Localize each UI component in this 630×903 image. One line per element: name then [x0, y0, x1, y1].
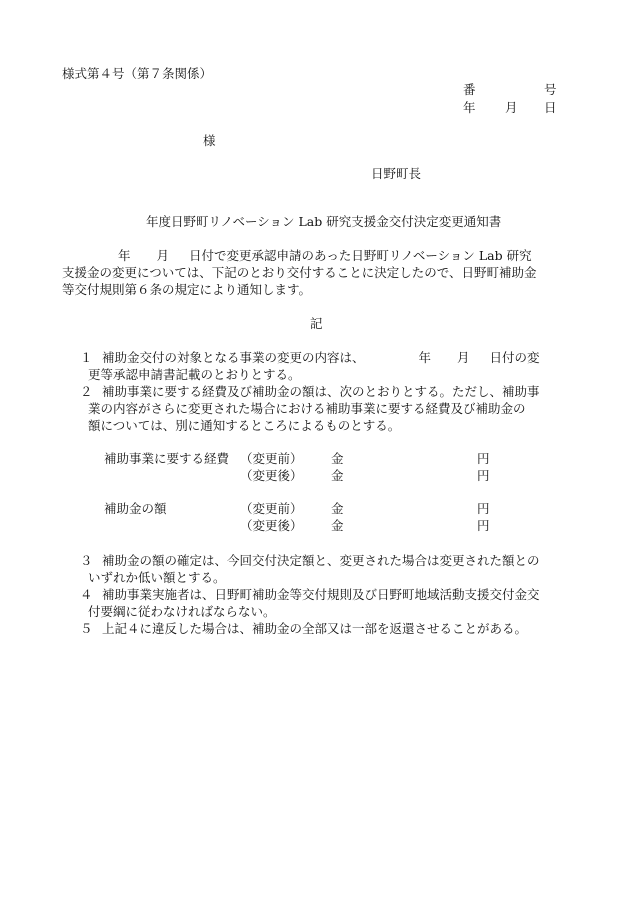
item-number: ２: [80, 384, 93, 399]
intro-line-2: 支援金の変更については、下記のとおり交付することに決定したので、日野町補助金: [62, 265, 537, 280]
item-text: 額については、別に通知するところによるものとする。: [88, 418, 401, 433]
grant-label: 補助金の額: [104, 501, 167, 516]
list-item: [62, 586, 572, 620]
document-number-label: 番: [463, 82, 476, 97]
item-text: 補助金交付の対象となる事業の変更の内容は、: [102, 350, 365, 365]
item-number: １: [80, 350, 93, 365]
grant-before-yen: 円: [477, 501, 490, 516]
cost-before-label: （変更前）: [240, 451, 303, 466]
document-number-suffix: 号: [544, 82, 557, 97]
list-item: [62, 620, 572, 637]
grant-after-kin: 金: [331, 518, 344, 533]
cost-before-kin: 金: [331, 451, 344, 466]
grant-after-yen: 円: [477, 518, 490, 533]
item-text: 日付の変: [489, 350, 540, 365]
intro-year-label: 年: [118, 248, 131, 263]
ki-heading: 記: [310, 316, 323, 331]
cost-after-kin: 金: [331, 468, 344, 483]
item-month-label: 月: [457, 350, 470, 365]
cost-after-label: （変更後）: [240, 468, 303, 483]
intro-line-3: 等交付規則第６条の規定により通知します。: [62, 282, 312, 297]
item-text: 付要綱に従わなければならない。: [88, 604, 276, 619]
cost-before-yen: 円: [477, 451, 490, 466]
date-month-label: 月: [505, 100, 518, 115]
cost-label: 補助事業に要する経費: [104, 451, 230, 466]
form-label: 様式第４号（第７条関係）: [62, 66, 213, 81]
item-text: 上記４に違反した場合は、補助金の全部又は一部を返還させることがある。: [102, 621, 528, 636]
item-text: いずれか低い額とする。: [88, 570, 226, 585]
intro-paragraph: [62, 247, 572, 298]
intro-month-label: 月: [156, 248, 170, 263]
item-text: 補助事業に要する経費及び補助金の額は、次のとおりとする。ただし、補助事: [102, 384, 540, 399]
date-year-label: 年: [463, 100, 476, 115]
addressee-suffix: 様: [203, 133, 216, 148]
item-year-label: 年: [418, 350, 432, 365]
list-item: [62, 383, 572, 434]
item-number: ４: [80, 587, 93, 602]
grant-after-label: （変更後）: [240, 518, 303, 533]
item-text: 業の内容がさらに変更された場合における補助事業に要する経費及び補助金の: [88, 401, 526, 416]
intro-line-1: 日付で変更承認申請のあった日野町リノベーション Lab 研究: [189, 248, 532, 263]
list-item: [62, 349, 572, 383]
document-title: 年度日野町リノベーション Lab 研究支援金交付決定変更通知書: [146, 214, 502, 229]
grant-before-label: （変更前）: [240, 501, 303, 516]
item-number: ５: [80, 621, 93, 636]
grant-before-kin: 金: [331, 501, 344, 516]
list-item: [62, 552, 572, 586]
cost-after-yen: 円: [477, 468, 490, 483]
item-text: 補助金の額の確定は、今回交付決定額と、変更された場合は変更された額との: [102, 553, 540, 568]
item-text: 補助事業実施者は、日野町補助金等交付規則及び日野町地域活動支援交付金交: [102, 587, 540, 602]
sender-name: 日野町長: [371, 166, 422, 181]
item-text: 更等承認申請書記載のとおりとする。: [88, 367, 301, 382]
date-day-label: 日: [544, 100, 557, 115]
item-number: ３: [80, 553, 93, 568]
